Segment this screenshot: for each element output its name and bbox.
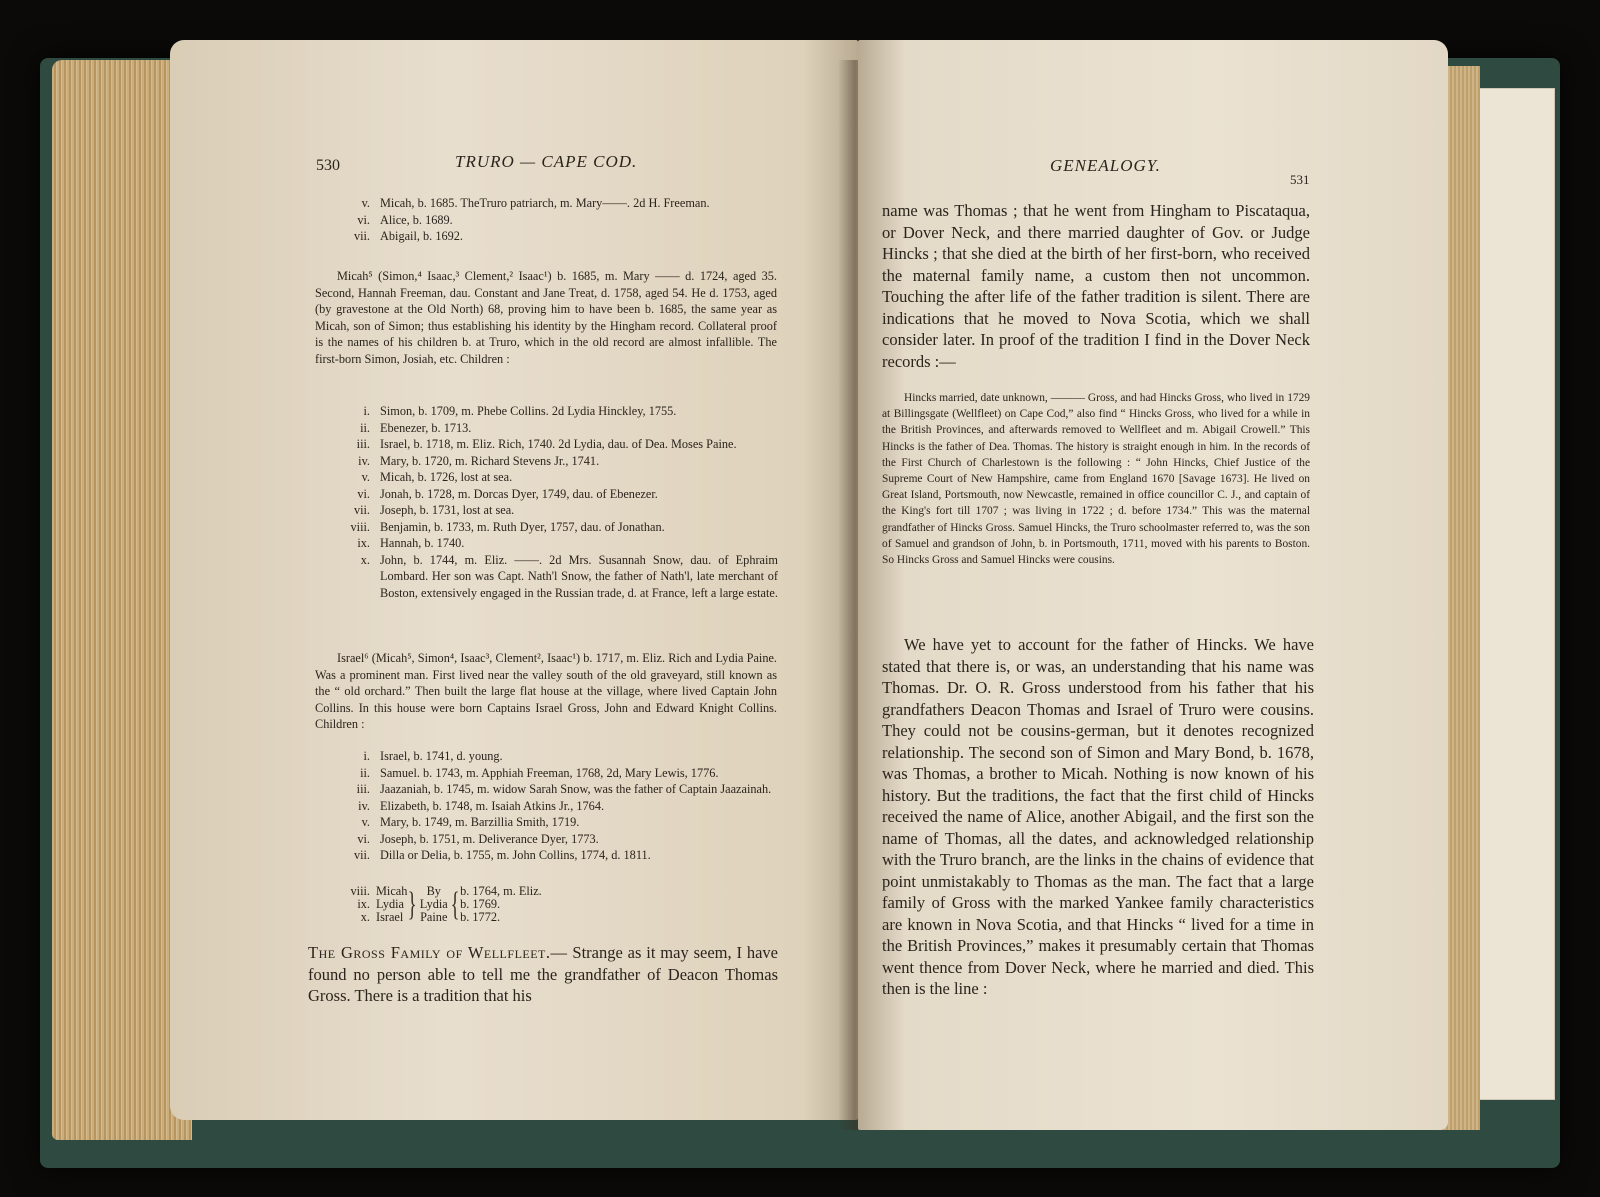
israel-children-list	[318, 748, 778, 864]
list-item: iv. Elizabeth, b. 1748, m. Isaiah Atkins Jr., 1764.	[358, 798, 605, 813]
list-item: i. Simon, b. 1709, m. Phebe Collins. 2d Lydia Hinckley, 1755.	[363, 404, 677, 418]
left-brace-icon: {	[450, 885, 460, 923]
list-item: vi. Alice, b. 1689.	[357, 212, 453, 227]
opening-paragraph: name was Thomas ; that he went from Hingham to Piscataqua, or Dover Neck, and there married daughter of Gov. or Judge Hincks ; that she died at the birth of her first-born, who received the maternal family name, a custom then not uncommon. Touching the after life of the father tradition is silent. There are indications that he moved to Nova Scotia, which we shall consider later. In proof of the tradition I find in the Dover Neck records :—	[882, 201, 1310, 371]
list-item: vii. Dilla or Delia, b. 1755, m. John Collins, 1774, d. 1811.	[353, 848, 651, 862]
list-item: iv. Mary, b. 1720, m. Richard Stevens Jr., 1741.	[358, 453, 600, 468]
micah-children-list	[318, 403, 778, 601]
list-item: vi. Jonah, b. 1728, m. Dorcas Dyer, 1749, dau. of Ebenezer.	[357, 486, 658, 501]
list-item: i. Israel, b. 1741, d. young.	[363, 749, 503, 763]
israel-paragraph: Israel⁶ (Micah⁵, Simon⁴, Isaac³, Clement², Isaac¹) b. 1717, m. Eliz. Rich and Lydia Paine. Was a prominent man. First lived near the valley south of the old graveyard, still known as the “ old orchard.” Then built the large flat house at the village, where lived Captain John Collins. In this house were born Captains Israel Gross, John and Edward Knight Collins. Children :	[315, 651, 777, 731]
wellfleet-paragraph: The Gross Family of Wellfleet.— Strange as it may seem, I have found no person able to tell me the grandfather of Deacon Thomas Gross. There is a tradition that his	[308, 943, 778, 1005]
closing-paragraph: We have yet to account for the father of Hincks. We have stated that there is, or was, an understanding that his name was Thomas. Dr. O. R. Gross understood from his father that his grandfathers Deacon Thomas and Israel of Truro were cousins. They could not be cousins-german, but it denotes recognized relationship. The second son of Simon and Mary Bond, b. 1678, was Thomas, a brother to Micah. Nothing is now known of his history. But the traditions, the fact that the first child of Hincks received the name of Alice, another Abigail, and the first son the name of Thomas, all the dates, and acknowledged relationship with the Truro branch, are the links in the chains of evidence that point unmistakably to Thomas as the man. The fact that a large family of Gross with the marked Yankee family characteristics are known in Nova Scotia, and that Hincks “ lived for a time in the British Provinces,” makes it presumably certain that Thomas went thence from Dover Neck, where he married and died. This then is the line :	[882, 635, 1314, 998]
quote-paragraph: Hincks married, date unknown, ——— Gross, and had Hincks Gross, who lived in 1729 at Billingsgate (Wellfleet) on Cape Cod,” also find “ Hincks Gross, who lived for a while in the British Provinces, and afterwards removed to Wellfleet and m. Abigail Crowell.” This Hincks is the father of Dea. Thomas. The history is straight enough in him. In the records of the First Church of Charlestown is the following : “ John Hincks, Chief Justice of the Supreme Court of New Hampshire, came from England 1670 [Savage 1673]. He lived on Great Island, Portsmouth, now Newcastle, remained in office councillor C. J., and captain of the King's fort till 1707 ; was living in 1722 ; d. before 1734.” This was the maternal grandfather of Hincks Gross. Samuel Hincks, the Truro schoolmaster referred to, was the son of Samuel and grandson of John, b. in Portsmouth, 1711, moved with his parents to Boston. So Hincks Gross and Samuel Hincks were cousins.	[882, 392, 1310, 567]
page-number-left: 530	[316, 157, 340, 174]
page-number-right: 531	[1290, 172, 1310, 187]
list-item: vii. Abigail, b. 1692.	[353, 229, 463, 243]
brace-names: Micah Lydia Israel	[376, 884, 408, 924]
list-item: iii. Jaazaniah, b. 1745, m. widow Sarah Snow, was the father of Captain Jaazainah.	[356, 782, 772, 796]
list-item: x. John, b. 1744, m. Eliz. ——. 2d Mrs. Susannah Snow, dau. of Ephraim Lombard. Her son was Capt. Nath'l Snow, the father of Nath'l, late merchant of Boston, extensively engaged in the Russian trade, d. at France, left a large estate.	[360, 552, 778, 600]
top-list	[318, 195, 778, 245]
list-item: v. Micah, b. 1726, lost at sea.	[361, 470, 513, 484]
list-item: vi. Joseph, b. 1751, m. Deliverance Dyer, 1773.	[357, 831, 599, 846]
brace-nums: viii. ix. x.	[350, 884, 370, 924]
list-item: v. Mary, b. 1749, m. Barzillia Smith, 1719.	[361, 815, 580, 829]
list-item: viii. Benjamin, b. 1733, m. Ruth Dyer, 1757, dau. of Jonathan.	[350, 519, 665, 534]
running-head-right: GENEALOGY.	[1050, 156, 1161, 175]
right-brace-icon: }	[408, 885, 418, 923]
brace-group	[318, 885, 542, 924]
left-page	[170, 40, 858, 1120]
list-item: v. Micah, b. 1685. TheTruro patriarch, m. Mary——. 2d H. Freeman.	[361, 196, 710, 210]
list-item: ii. Ebenezer, b. 1713.	[360, 420, 472, 435]
section-heading: The Gross Family of Wellfleet.—	[308, 943, 568, 962]
right-page	[858, 40, 1448, 1130]
list-item: vii. Joseph, b. 1731, lost at sea.	[353, 503, 515, 517]
brace-dates: b. 1764, m. Eliz. b. 1769. b. 1772.	[460, 884, 542, 924]
list-item: ii. Samuel. b. 1743, m. Apphiah Freeman, 1768, 2d, Mary Lewis, 1776.	[360, 765, 719, 780]
micah-paragraph: Micah⁵ (Simon,⁴ Isaac,³ Clement,² Isaac¹) b. 1685, m. Mary —— d. 1724, aged 35. Second, Hannah Freeman, dau. Constant and Jane Treat, d. 1758, aged 54. He d. 1753, aged (by gravestone at the Old North) 68, proving him to have been b. 1685, the same year as Micah, son of Simon; thus establishing his identity by the Hingham record. Collateral proof is the names of his children b. at Truro, which in the old record are almost infallible. The first-born Simon, Josiah, etc. Children :	[315, 269, 777, 366]
list-item: iii. Israel, b. 1718, m. Eliz. Rich, 1740. 2d Lydia, dau. of Dea. Moses Paine.	[356, 437, 737, 451]
running-head-left: TRURO — CAPE COD.	[455, 152, 638, 171]
list-item: ix. Hannah, b. 1740.	[357, 536, 465, 550]
brace-mother: By Lydia Paine	[419, 884, 448, 924]
